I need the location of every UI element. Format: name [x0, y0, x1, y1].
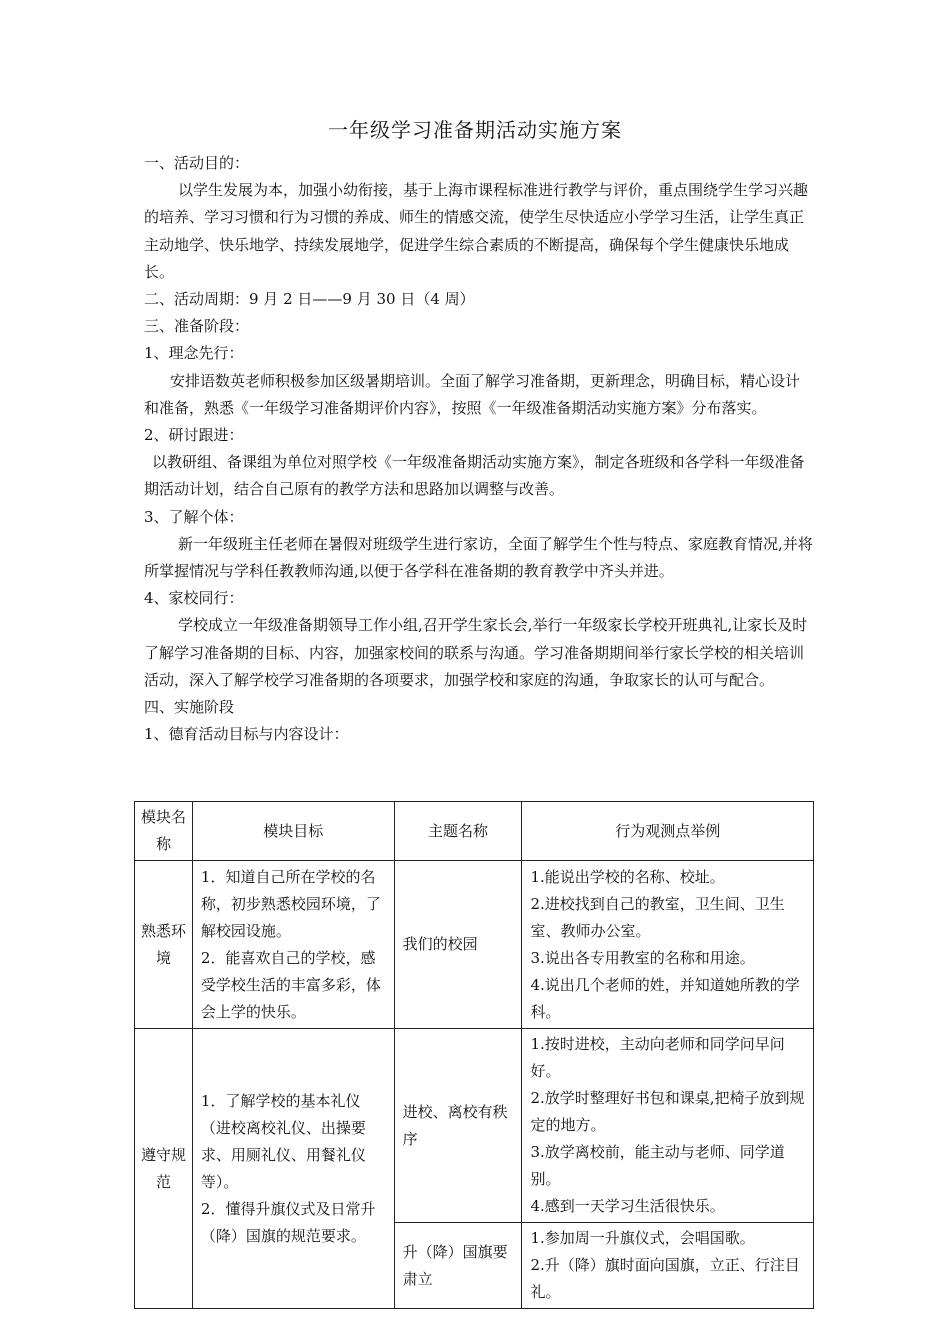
paragraph: 新一年级班主任老师在暑假对班级学生进行家访，全面了解学生个性与特点、家庭教育情况,并将所掌握情况与学科任教教师沟通,以便于各学科在准备期的教育教学中齐头并进。	[144, 534, 813, 581]
header-theme-name: 主题名称	[394, 802, 522, 861]
moral-education-table	[134, 801, 814, 1309]
module-name-cell: 遵守规范	[135, 1029, 193, 1309]
section-heading: 三、准备阶段：	[144, 317, 250, 336]
observation-cell	[522, 1029, 814, 1223]
document-title: 一年级学习准备期活动实施方案	[328, 118, 622, 142]
paragraph: 学校成立一年级准备期领导工作小组,召开学生家长会,举行一年级家长学校开班典礼,让家长及时了解学习准备期的目标、内容，加强家校间的联系与沟通。学习准备期期间举行家长学校的相关培训活动，深入了解学校学习准备期的各项要求，加强学校和家庭的沟通，争取家长的认可与配合。	[144, 616, 808, 689]
observation-item: 2.进校找到自己的教室，卫生间、卫生室、教师办公室。	[530, 894, 785, 940]
observation-item: 2.升（降）旗时面向国旗，立正、行注目礼。	[530, 1256, 800, 1301]
table-row	[135, 861, 814, 1029]
theme-cell: 我们的校园	[394, 861, 522, 1029]
paragraph: 以教研组、备课组为单位对照学校《一年级准备期活动实施方案》，制定各班级和各学科一年级准备期活动计划，结合自己原有的教学方法和思路加以调整与改善。	[144, 453, 805, 499]
observation-item: 4.感到一天学习生活很快乐。	[530, 1197, 725, 1215]
subsection-heading: 2、研讨跟进：	[144, 426, 244, 445]
header-observation-points: 行为观测点举例	[522, 802, 814, 861]
document-body	[144, 150, 814, 748]
section-heading: 二、活动周期：9 月 2 日——9 月 30 日（4 周）	[144, 290, 475, 309]
theme-cell: 升（降）国旗要肃立	[394, 1223, 522, 1309]
observation-item: 1.按时进校，主动向老师和同学问早问好。	[530, 1035, 785, 1080]
goal-item: 1．了解学校的基本礼仪（进校离校礼仪、出操要求、用厕礼仪、用餐礼仪等）。	[200, 1091, 366, 1191]
observation-cell	[522, 1223, 814, 1309]
goal-item: 1．知道自己所在学校的名称，初步熟悉校园环境，了解校园设施。	[200, 867, 381, 940]
subsection-heading: 1、德育活动目标与内容设计：	[144, 725, 349, 744]
section-heading: 一、活动目的：	[144, 154, 250, 172]
table-header-row	[135, 802, 814, 861]
module-goal-cell	[192, 1029, 394, 1309]
module-goal-cell	[192, 861, 394, 1029]
theme-cell: 进校、离校有秩序	[394, 1029, 522, 1223]
observation-item: 3.说出各专用教室的名称和用途。	[530, 948, 755, 967]
goal-item: 2．懂得升旗仪式及日常升（降）国旗的规范要求。	[200, 1199, 376, 1245]
subsection-heading: 3、了解个体：	[144, 507, 244, 526]
section-heading: 四、实施阶段	[144, 698, 235, 717]
subsection-heading: 1、理念先行：	[144, 344, 244, 363]
header-module-goal: 模块目标	[192, 802, 394, 861]
observation-item: 1.能说出学校的名称、校址。	[530, 867, 725, 886]
observation-cell	[522, 861, 814, 1029]
observation-item: 2.放学时整理好书包和课桌,把椅子放到规定的地方。	[530, 1089, 805, 1134]
header-module-name: 模块名称	[135, 802, 193, 861]
module-name-cell: 熟悉环境	[135, 861, 193, 1029]
subsection-heading: 4、家校同行：	[144, 589, 244, 608]
observation-item: 3.放学离校前，能主动与老师、同学道别。	[530, 1143, 785, 1188]
paragraph: 以学生发展为本，加强小幼衔接，基于上海市课程标准进行教学与评价，重点围绕学生学习兴趣的培养、学习习惯和行为习惯的养成、师生的情感交流，使学生尽快适应小学学习生活，让学生真正主动地学、快乐地学、持续发展地学，促进学生综合素质的不断提高，确保每个学生健康快乐地成长。	[144, 181, 809, 281]
observation-item: 1.参加周一升旗仪式，会唱国歌。	[530, 1229, 755, 1247]
observation-item: 4.说出几个老师的姓，并知道她所教的学科。	[530, 975, 800, 1021]
goal-item: 2．能喜欢自己的学校，感受学校生活的丰富多彩，体会上学的快乐。	[200, 948, 381, 1021]
table-row	[135, 1029, 814, 1223]
paragraph: 安排语数英老师积极参加区级暑期培训。全面了解学习准备期，更新理念，明确目标，精心设计和准备，熟悉《一年级学习准备期评价内容》，按照《一年级准备期活动实施方案》分布落实。	[144, 371, 801, 417]
